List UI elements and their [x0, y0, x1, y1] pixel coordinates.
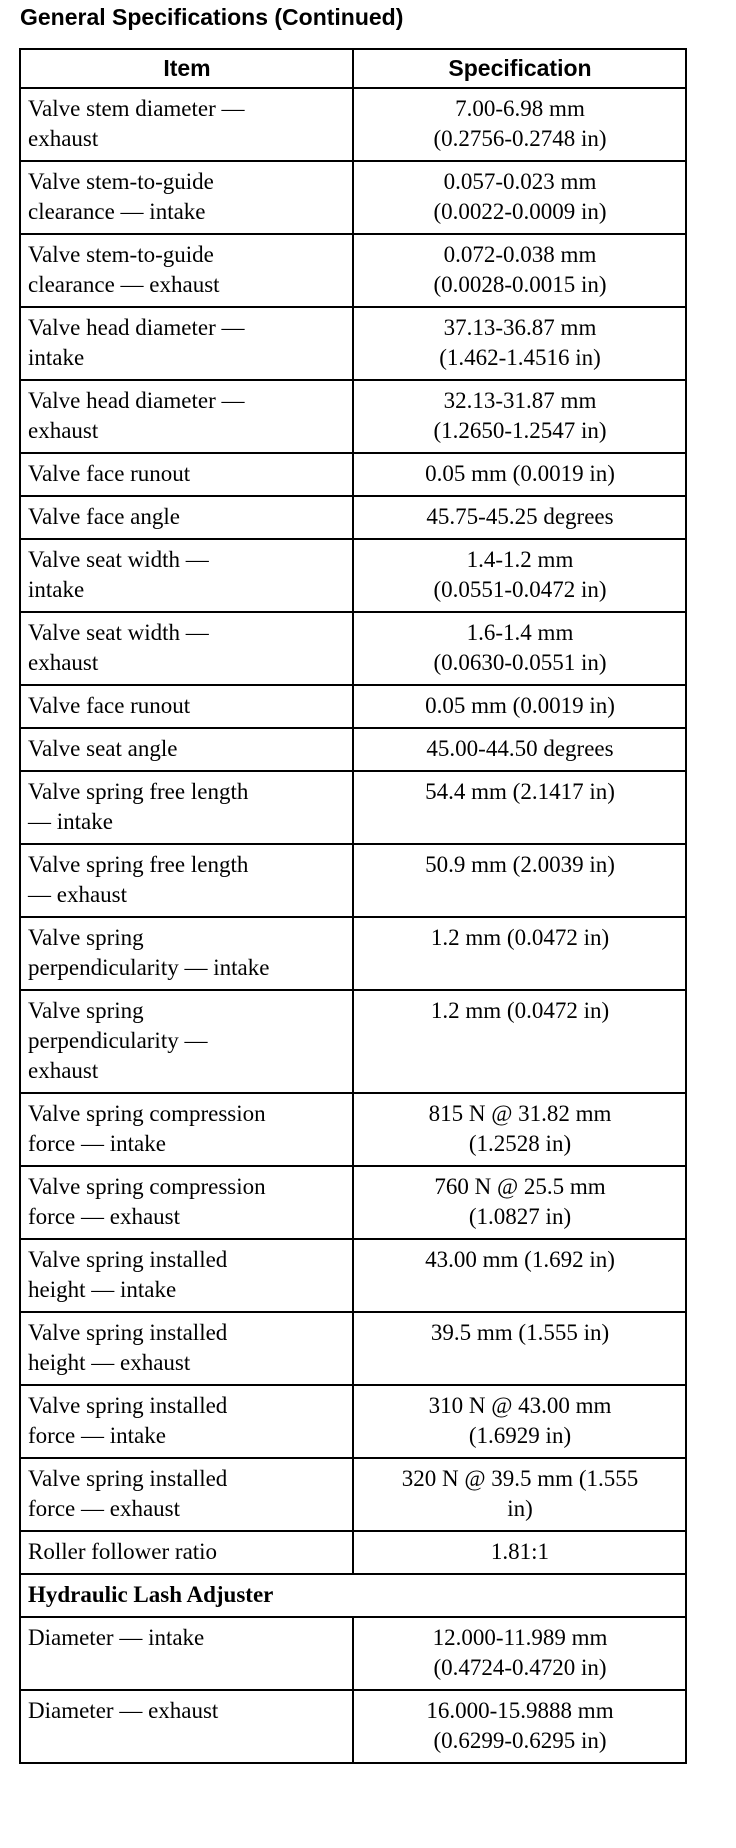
specification-cell — [353, 1239, 686, 1312]
specification-text: 0.05 mm (0.0019 in) — [425, 693, 615, 718]
specification-text: (1.2528 in) — [468, 1131, 572, 1156]
specification-text: 1.2 mm (0.0472 in) — [430, 998, 610, 1023]
specification-cell — [353, 844, 686, 917]
item-cell — [20, 917, 353, 990]
item-text: Valve spring — [28, 998, 144, 1023]
item-cell — [20, 161, 353, 234]
specification-text: 1.81:1 — [490, 1539, 550, 1564]
specification-cell — [353, 307, 686, 380]
specification-text: 43.00 mm (1.692 in) — [425, 1247, 615, 1272]
item-text: Valve face runout — [28, 461, 191, 486]
specification-cell — [353, 771, 686, 844]
item-cell — [20, 1458, 353, 1531]
specification-text: 50.9 mm (2.0039 in) — [425, 852, 615, 877]
specification-text: 760 N @ 25.5 mm — [434, 1174, 606, 1199]
specification-cell — [353, 496, 686, 539]
item-text: force — intake — [28, 1131, 166, 1156]
item-text: force — exhaust — [28, 1496, 180, 1521]
item-cell — [20, 88, 353, 161]
specification-cell — [353, 1385, 686, 1458]
item-cell — [20, 990, 353, 1093]
item-text: exhaust — [28, 418, 99, 443]
item-text: Valve stem-to-guide — [28, 169, 214, 194]
specification-text: 45.00-44.50 degrees — [426, 736, 614, 761]
item-text: height — exhaust — [28, 1350, 191, 1375]
item-cell — [20, 728, 353, 771]
item-text: force — intake — [28, 1423, 166, 1448]
specification-text: 1.4-1.2 mm — [466, 547, 574, 572]
item-cell — [20, 1385, 353, 1458]
item-text: Valve spring free length — [28, 779, 249, 804]
specification-text: (0.2756-0.2748 in) — [433, 126, 607, 151]
item-cell — [20, 1239, 353, 1312]
item-text: intake — [28, 345, 85, 370]
specification-cell — [353, 1617, 686, 1690]
table-row — [20, 380, 686, 453]
table-row — [20, 685, 686, 728]
specification-text: 320 N @ 39.5 mm (1.555 — [401, 1466, 639, 1491]
specification-cell — [353, 1458, 686, 1531]
specification-cell — [353, 990, 686, 1093]
table-row — [20, 496, 686, 539]
item-text: height — intake — [28, 1277, 177, 1302]
table-row — [20, 453, 686, 496]
table-row — [20, 771, 686, 844]
specification-text: (1.2650-1.2547 in) — [433, 418, 607, 443]
specification-cell — [353, 728, 686, 771]
table-body — [20, 88, 686, 1763]
item-text: intake — [28, 577, 85, 602]
specification-cell — [353, 1690, 686, 1763]
specification-text: 54.4 mm (2.1417 in) — [425, 779, 615, 804]
specifications-table — [19, 48, 687, 1764]
item-text: exhaust — [28, 650, 99, 675]
specification-text: 45.75-45.25 degrees — [426, 504, 614, 529]
item-text: Valve stem-to-guide — [28, 242, 214, 267]
specification-cell — [353, 234, 686, 307]
item-text: force — exhaust — [28, 1204, 180, 1229]
specification-cell — [353, 1531, 686, 1574]
section-row — [20, 1574, 686, 1617]
item-cell — [20, 234, 353, 307]
specification-text: (0.0022-0.0009 in) — [433, 199, 607, 224]
item-cell — [20, 496, 353, 539]
item-cell — [20, 844, 353, 917]
item-cell — [20, 612, 353, 685]
item-text: perpendicularity — intake — [28, 955, 270, 980]
table-row — [20, 1531, 686, 1574]
item-text: Valve seat width — — [28, 547, 209, 572]
table-row — [20, 990, 686, 1093]
table-row — [20, 1385, 686, 1458]
specification-cell — [353, 1093, 686, 1166]
table-row — [20, 1239, 686, 1312]
specification-cell — [353, 453, 686, 496]
item-text: Valve spring installed — [28, 1247, 228, 1272]
item-cell — [20, 1312, 353, 1385]
table-row — [20, 539, 686, 612]
item-text: exhaust — [28, 126, 99, 151]
specification-text: 815 N @ 31.82 mm — [428, 1101, 612, 1126]
specification-cell — [353, 1312, 686, 1385]
specification-text: 310 N @ 43.00 mm — [428, 1393, 612, 1418]
item-text: Diameter — exhaust — [28, 1698, 219, 1723]
specification-text: (0.6299-0.6295 in) — [433, 1728, 607, 1753]
section-heading: Hydraulic Lash Adjuster — [20, 1574, 686, 1617]
item-text: exhaust — [28, 1058, 99, 1083]
specification-text: 39.5 mm (1.555 in) — [430, 1320, 610, 1345]
item-text: Valve spring free length — [28, 852, 249, 877]
item-cell — [20, 1531, 353, 1574]
specification-text: (1.6929 in) — [468, 1423, 572, 1448]
specification-text: 0.05 mm (0.0019 in) — [425, 461, 615, 486]
item-cell — [20, 685, 353, 728]
specification-text: (0.0630-0.0551 in) — [433, 650, 607, 675]
item-text: — intake — [28, 809, 113, 834]
item-text: Valve spring — [28, 925, 144, 950]
item-text: Valve head diameter — — [28, 315, 245, 340]
table-row — [20, 234, 686, 307]
item-text: Valve stem diameter — — [28, 96, 245, 121]
table-row — [20, 728, 686, 771]
item-text: Valve seat angle — [28, 736, 178, 761]
table-row — [20, 844, 686, 917]
column-header-specification: Specification — [353, 49, 686, 88]
specification-cell — [353, 380, 686, 453]
item-cell — [20, 1617, 353, 1690]
specification-text: 32.13-31.87 mm — [443, 388, 597, 413]
specification-text: (0.0551-0.0472 in) — [433, 577, 607, 602]
table-row — [20, 1093, 686, 1166]
item-text: Valve spring compression — [28, 1174, 266, 1199]
table-row — [20, 1617, 686, 1690]
item-text: Diameter — intake — [28, 1625, 205, 1650]
item-cell — [20, 1093, 353, 1166]
table-row — [20, 161, 686, 234]
specification-text: (1.0827 in) — [468, 1204, 572, 1229]
item-text: Valve face runout — [28, 693, 191, 718]
item-cell — [20, 1166, 353, 1239]
specification-cell — [353, 612, 686, 685]
item-text: Valve spring installed — [28, 1393, 228, 1418]
item-cell — [20, 307, 353, 380]
specification-text: in) — [507, 1496, 533, 1521]
specification-cell — [353, 88, 686, 161]
item-text: Valve seat width — — [28, 620, 209, 645]
item-cell — [20, 453, 353, 496]
table-row — [20, 917, 686, 990]
specification-cell — [353, 1166, 686, 1239]
specification-text: 16.000-15.9888 mm — [426, 1698, 614, 1723]
page-title: General Specifications (Continued) — [20, 4, 404, 30]
item-text: perpendicularity — — [28, 1028, 208, 1053]
specification-text: 7.00-6.98 mm — [455, 96, 585, 121]
specification-text: 0.057-0.023 mm — [443, 169, 597, 194]
item-cell — [20, 539, 353, 612]
table-header-row — [20, 49, 686, 88]
table-row — [20, 1690, 686, 1763]
item-text: — exhaust — [28, 882, 128, 907]
specification-text: (0.4724-0.4720 in) — [433, 1655, 607, 1680]
specification-text: (1.462-1.4516 in) — [439, 345, 601, 370]
specification-text: 37.13-36.87 mm — [443, 315, 597, 340]
table-row — [20, 88, 686, 161]
column-header-item: Item — [20, 49, 353, 88]
table-row — [20, 1458, 686, 1531]
item-text: clearance — exhaust — [28, 272, 220, 297]
item-text: Valve spring installed — [28, 1320, 228, 1345]
item-cell — [20, 771, 353, 844]
item-text: Valve spring compression — [28, 1101, 266, 1126]
specification-cell — [353, 685, 686, 728]
item-text: Roller follower ratio — [28, 1539, 218, 1564]
specification-text: 12.000-11.989 mm — [432, 1625, 608, 1650]
specification-cell — [353, 161, 686, 234]
table-row — [20, 1312, 686, 1385]
item-text: clearance — intake — [28, 199, 206, 224]
specification-text: 0.072-0.038 mm — [443, 242, 597, 267]
table-row — [20, 307, 686, 380]
table-row — [20, 612, 686, 685]
specification-text: (0.0028-0.0015 in) — [433, 272, 607, 297]
item-cell — [20, 380, 353, 453]
item-cell — [20, 1690, 353, 1763]
specification-text: 1.2 mm (0.0472 in) — [430, 925, 610, 950]
specification-cell — [353, 917, 686, 990]
item-text: Valve spring installed — [28, 1466, 228, 1491]
item-text: Valve face angle — [28, 504, 180, 529]
table-row — [20, 1166, 686, 1239]
item-text: Valve head diameter — — [28, 388, 245, 413]
specification-cell — [353, 539, 686, 612]
specification-text: 1.6-1.4 mm — [466, 620, 574, 645]
